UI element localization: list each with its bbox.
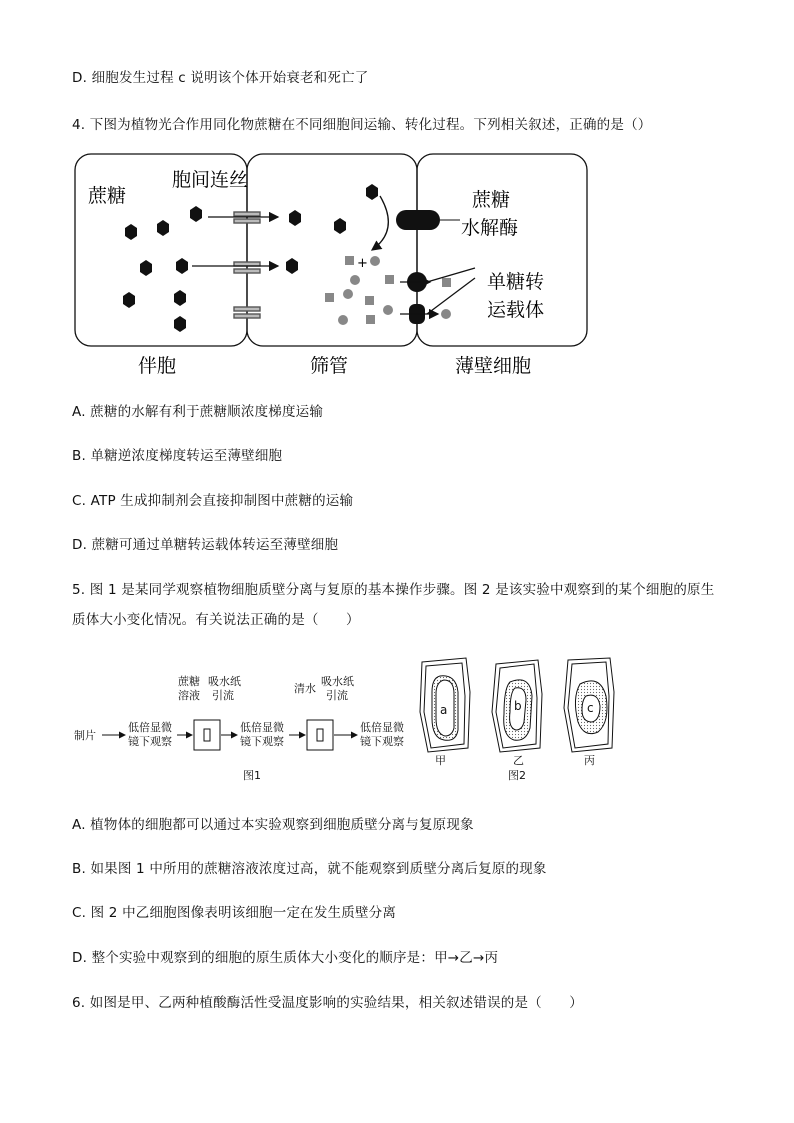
q5-stem-2: 质体大小变化情况。有关说法正确的是（ ） xyxy=(72,612,360,628)
sieve-tube-label: 筛管 xyxy=(310,355,349,377)
cell-b-label: b xyxy=(514,699,522,713)
plasmodesmata-label: 胞间连丝 xyxy=(172,169,249,191)
q4-option-c: C. ATP 生成抑制剂会直接抑制图中蔗糖的运输 xyxy=(72,493,354,509)
svg-text:低倍显微: 低倍显微 xyxy=(360,721,404,734)
svg-text:溶液: 溶液 xyxy=(178,689,200,702)
sucrase-label-1: 蔗糖 xyxy=(472,189,511,211)
svg-text:清水: 清水 xyxy=(294,682,316,695)
q5-option-d: D. 整个实验中观察到的细胞的原生质体大小变化的顺序是：甲→乙→丙 xyxy=(72,950,499,966)
sucrase-label-2: 水解酶 xyxy=(461,217,519,239)
transporter-label-1: 单糖转 xyxy=(487,271,545,293)
sucrase-enzyme xyxy=(396,210,440,230)
svg-text:引流: 引流 xyxy=(326,689,348,702)
q4-option-d: D. 蔗糖可通过单糖转运载体转运至薄壁细胞 xyxy=(72,537,339,553)
slide-box-2 xyxy=(307,720,333,750)
q4-figure xyxy=(70,150,594,382)
svg-text:吸水纸: 吸水纸 xyxy=(208,675,241,688)
svg-text:吸水纸: 吸水纸 xyxy=(321,675,354,688)
step-make-slide: 制片 xyxy=(74,729,96,742)
svg-text:引流: 引流 xyxy=(212,689,234,702)
caption-fig1: 图1 xyxy=(243,769,261,782)
companion-cell-label: 伴胞 xyxy=(138,355,177,377)
slide-box-1 xyxy=(194,720,220,750)
cell-a-label: a xyxy=(440,703,448,717)
svg-text:蔗糖: 蔗糖 xyxy=(178,675,200,688)
q4-stem: 4. 下图为植物光合作用同化物蔗糖在不同细胞间运输、转化过程。下列相关叙述，正确的是（） xyxy=(72,117,652,133)
q5-option-c: C. 图 2 中乙细胞图像表明该细胞一定在发生质壁分离 xyxy=(72,905,397,921)
sucrose-label: 蔗糖 xyxy=(88,185,127,207)
q5-option-b: B. 如果图 1 中所用的蔗糖溶液浓度过高，就不能观察到质壁分离后复原的现象 xyxy=(72,861,547,877)
svg-text:低倍显微: 低倍显微 xyxy=(128,721,172,734)
parenchyma-cell-label: 薄壁细胞 xyxy=(455,355,532,377)
svg-text:镜下观察: 镜下观察 xyxy=(360,735,404,748)
transporter-label-2: 运载体 xyxy=(487,299,545,321)
sieve-tube xyxy=(247,154,417,346)
q3-option-d: D. 细胞发生过程 c 说明该个体开始衰老和死亡了 xyxy=(72,70,369,86)
svg-text:镜下观察: 镜下观察 xyxy=(128,735,172,748)
svg-text:镜下观察: 镜下观察 xyxy=(240,735,284,748)
q5-figure xyxy=(70,652,630,788)
q4-option-a: A. 蔗糖的水解有利于蔗糖顺浓度梯度运输 xyxy=(72,404,324,420)
label-jia: 甲 xyxy=(435,754,446,767)
q5-stem-1: 5. 图 1 是某同学观察植物细胞质壁分离与复原的基本操作步骤。图 2 是该实验中观察到的某个细胞的原生 xyxy=(72,582,715,598)
label-bing: 丙 xyxy=(584,754,595,767)
svg-text:低倍显微: 低倍显微 xyxy=(240,721,284,734)
q4-option-b: B. 单糖逆浓度梯度转运至薄壁细胞 xyxy=(72,448,283,464)
q6-stem: 6. 如图是甲、乙两种植酸酶活性受温度影响的实验结果，相关叙述错误的是（ ） xyxy=(72,995,583,1011)
svg-text:+: + xyxy=(357,256,368,271)
caption-fig2: 图2 xyxy=(508,769,526,782)
q5-option-a: A. 植物体的细胞都可以通过本实验观察到细胞质壁分离与复原现象 xyxy=(72,817,474,833)
label-yi: 乙 xyxy=(513,754,524,767)
cell-c-label: c xyxy=(587,701,594,715)
